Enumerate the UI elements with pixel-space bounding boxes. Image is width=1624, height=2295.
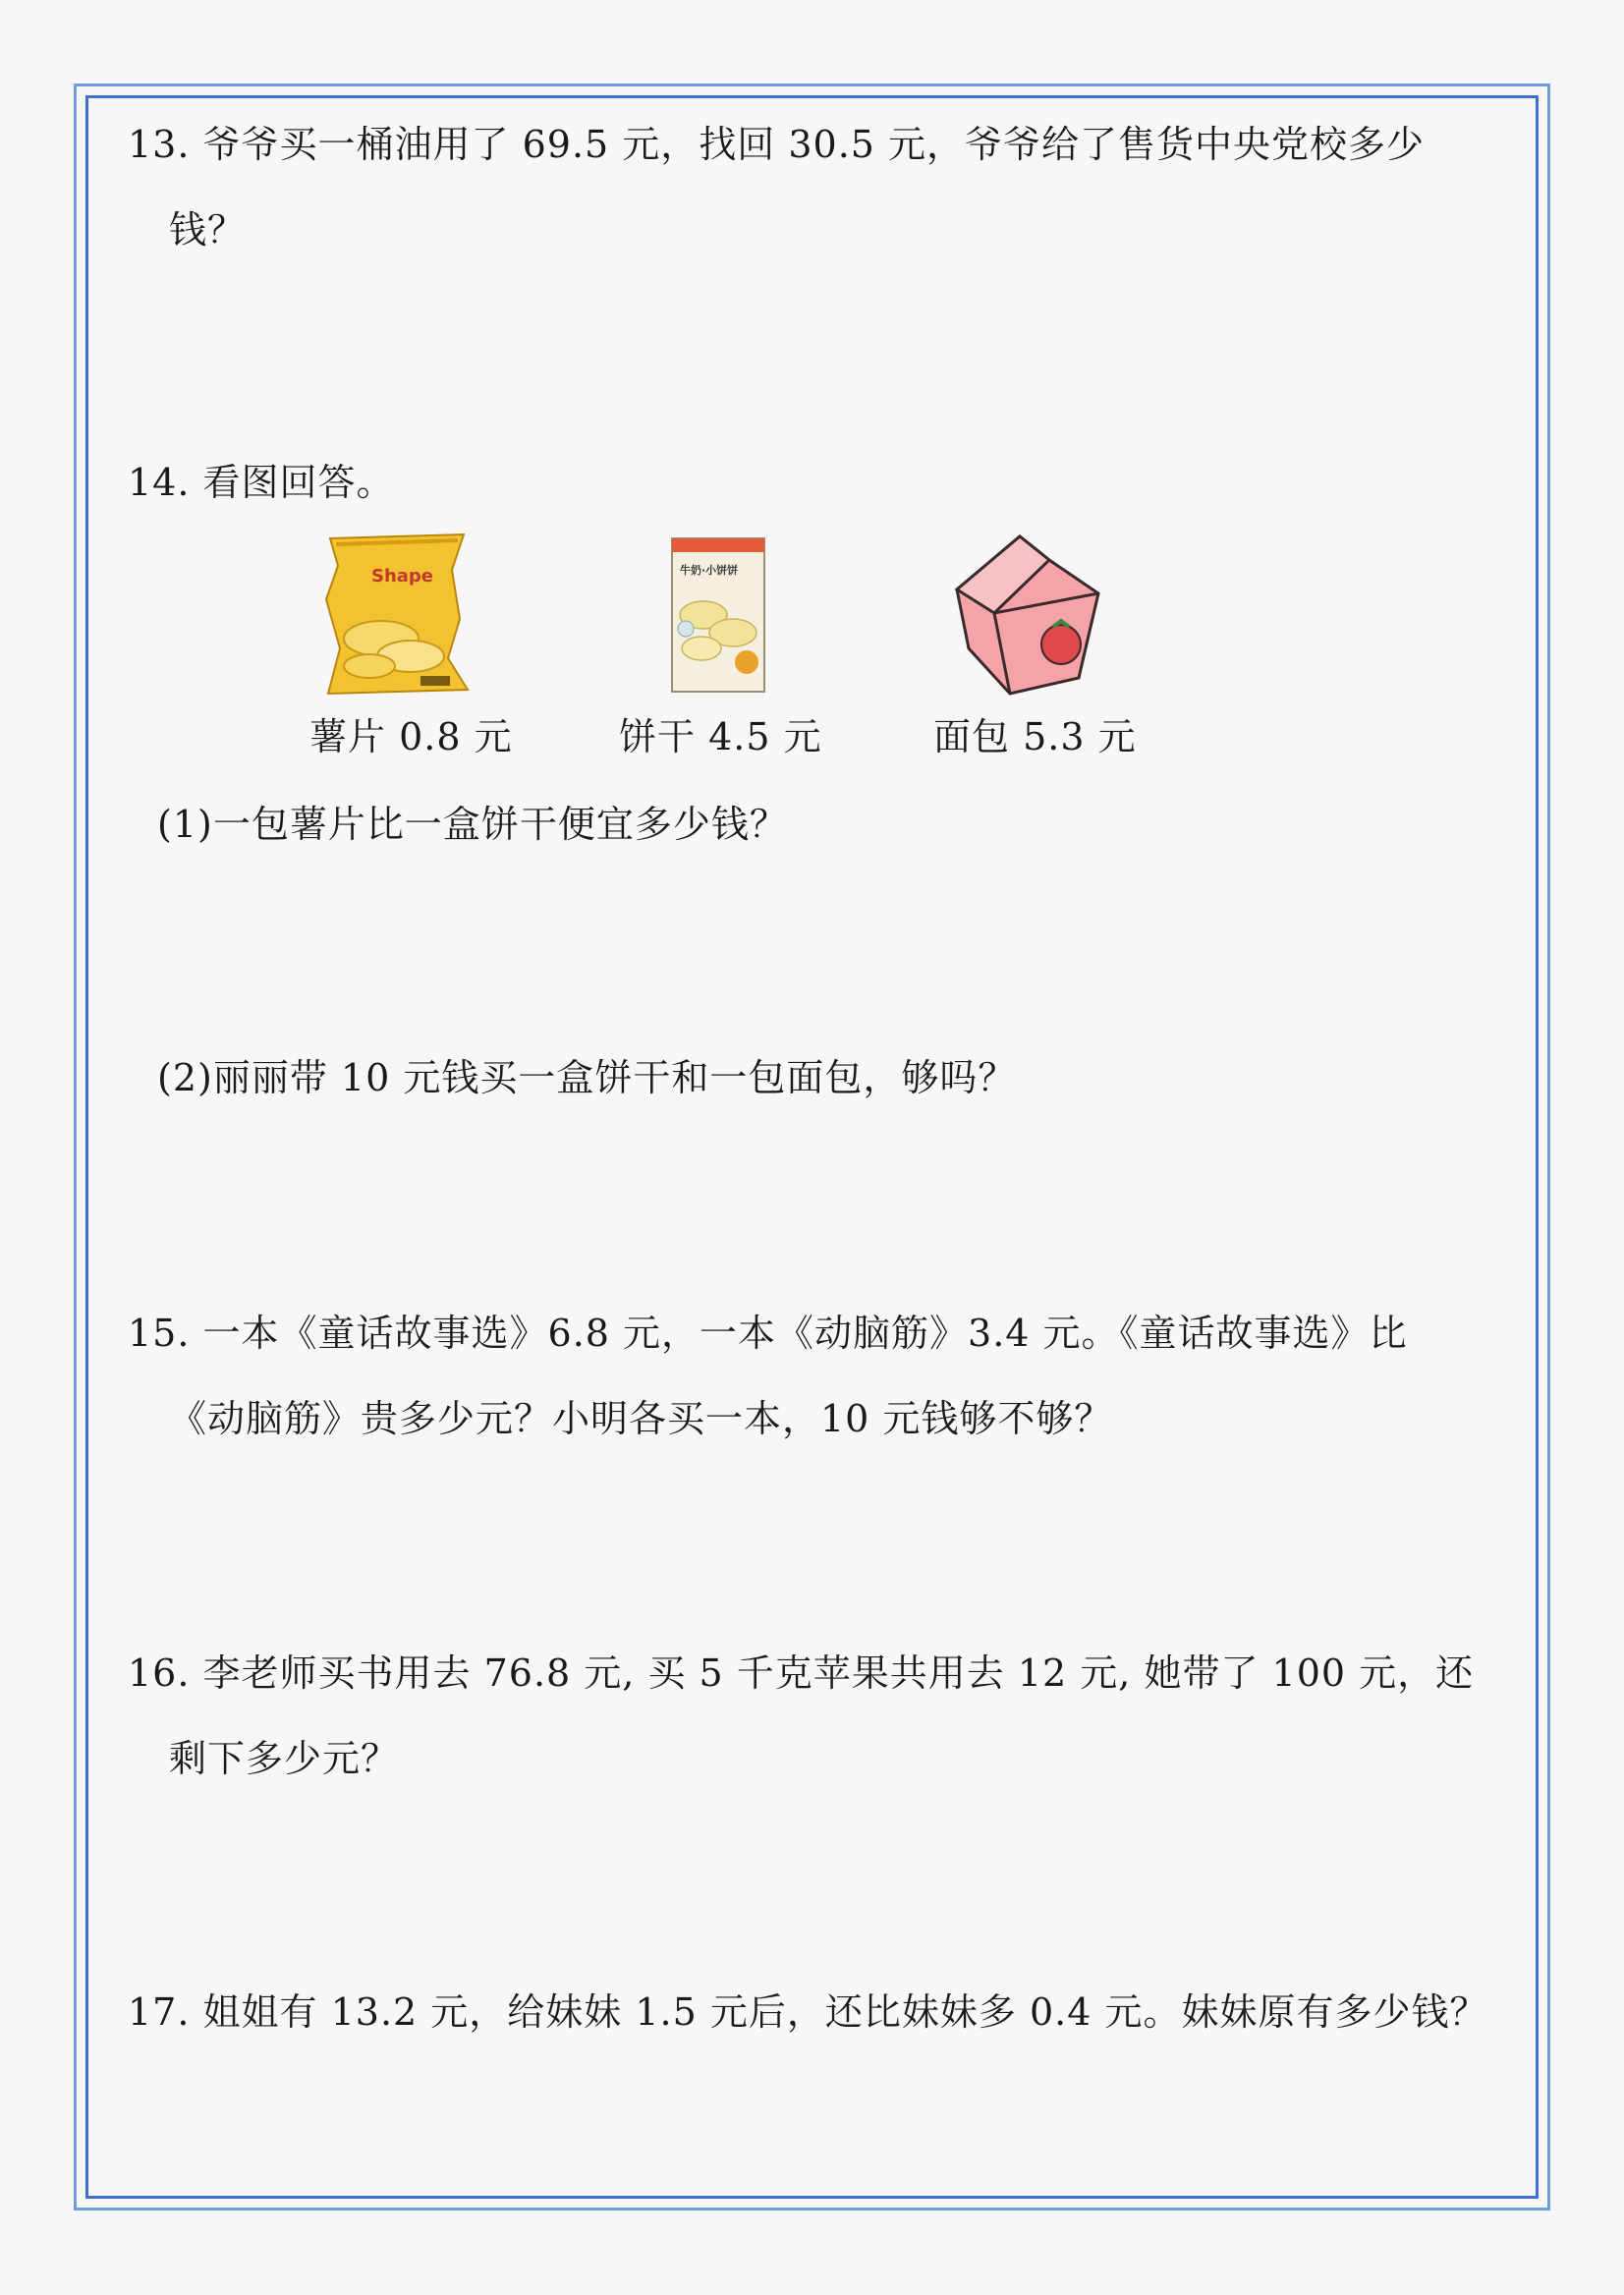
question-17-line1: 17. 姐姐有 13.2 元，给妹妹 1.5 元后，还比妹妹多 0.4 元。妹妹原有多少钱？	[128, 1990, 1488, 2034]
potato-chips-bag-icon	[322, 531, 472, 696]
question-13-line2: 钱？	[169, 208, 247, 252]
bread-price-caption: 面包 5.3 元	[933, 715, 1137, 758]
page-border-inner	[85, 95, 1539, 2199]
question-13-line1: 13. 爷爷买一桶油用了 69.5 元，找回 30.5 元，爷爷给了售货中央党校多少	[128, 123, 1426, 166]
question-16-line2: 剩下多少元？	[169, 1737, 400, 1780]
biscuit-package-text: 牛奶·小饼饼	[680, 564, 739, 577]
question-14-sub2: (2)丽丽带 10 元钱买一盒饼干和一包面包，够吗？	[157, 1056, 1017, 1099]
chips-package-text: Shape	[371, 566, 434, 587]
bread-bag-icon	[951, 531, 1108, 696]
question-16-line1: 16. 李老师买书用去 76.8 元, 买 5 千克苹果共用去 12 元, 她带了 100 元，还	[128, 1651, 1475, 1695]
question-14-sub1: (1)一包薯片比一盒饼干便宜多少钱？	[157, 803, 788, 846]
biscuit-box-icon	[668, 531, 768, 696]
biscuit-price-caption: 饼干 4.5 元	[619, 715, 822, 758]
question-15-line1: 15. 一本《童话故事选》6.8 元，一本《动脑筋》3.4 元。《童话故事选》比	[128, 1312, 1408, 1355]
question-14-title: 14. 看图回答。	[128, 461, 395, 504]
question-15-line2: 《动脑筋》贵多少元？小明各买一本，10 元钱够不够？	[169, 1397, 1113, 1440]
chips-price-caption: 薯片 0.8 元	[309, 715, 513, 758]
